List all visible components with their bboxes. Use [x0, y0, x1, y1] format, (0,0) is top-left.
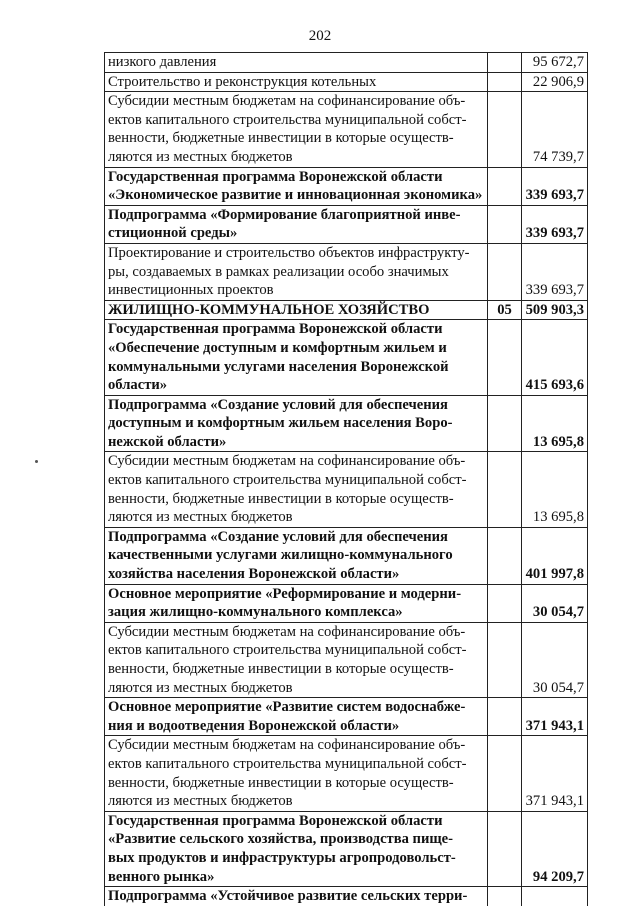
- row-amount: 95 672,7: [522, 53, 588, 73]
- row-name-line: области»: [108, 377, 168, 394]
- table-row: [105, 395, 588, 452]
- row-name-cell: [105, 320, 488, 395]
- page-number: 202: [308, 28, 332, 44]
- row-name-line: Подпрограмма «Создание условий для обеспечения: [108, 528, 448, 545]
- row-section-code: [488, 92, 522, 167]
- row-name-line: ляются из местных бюджетов: [108, 509, 293, 526]
- row-amount: 371 943,1: [522, 736, 588, 811]
- row-name-cell: [105, 698, 488, 736]
- row-amount: 94 209,7: [522, 811, 588, 886]
- row-amount: 339 693,7: [522, 205, 588, 243]
- row-section-code: [488, 698, 522, 736]
- row-name-line: венности, бюджетные инвестиции в которые осуществ-: [108, 661, 454, 677]
- row-amount: 74 739,7: [522, 92, 588, 167]
- row-name-cell: [105, 811, 488, 886]
- row-amount: 401 997,8: [522, 527, 588, 584]
- row-amount: 22 906,9: [522, 72, 588, 92]
- scan-speck: [35, 460, 38, 463]
- row-name-line: Субсидии местным бюджетам на софинансирование объ-: [108, 737, 466, 754]
- table-row: [105, 452, 588, 527]
- row-amount: 30 054,7: [522, 622, 588, 697]
- row-name-line: зация жилищно-коммунального комплекса»: [108, 604, 403, 621]
- row-section-code: [488, 736, 522, 811]
- table-row: [105, 243, 588, 300]
- row-section-code: [488, 167, 522, 205]
- row-name-line: Государственная программа Воронежской области: [108, 168, 443, 185]
- row-name-line: низкого давления: [108, 54, 217, 70]
- row-section-code: [488, 527, 522, 584]
- row-name-line: венности, бюджетные инвестиции в которые осуществ-: [108, 774, 454, 791]
- row-name-line: Субсидии местным бюджетам на софинансирование объ-: [108, 453, 466, 470]
- row-name-cell: [105, 167, 488, 205]
- row-name-line: ектов капитального строительства муниципальной собст-: [108, 642, 467, 659]
- table-row: [105, 887, 588, 906]
- row-section-code: [488, 205, 522, 243]
- row-amount: 30 054,7: [522, 584, 588, 622]
- row-name-line: «Развитие сельского хозяйства, производства пище-: [108, 831, 454, 848]
- row-section-code: [488, 395, 522, 452]
- row-name-line: ляются из местных бюджетов: [108, 148, 293, 165]
- row-name-line: ектов капитального строительства муниципальной собст-: [108, 755, 467, 772]
- table-row: [105, 527, 588, 584]
- row-name-line: венного рынка»: [108, 868, 215, 885]
- row-section-code: [488, 72, 522, 92]
- row-name-line: Подпрограмма «Создание условий для обеспечения: [108, 396, 448, 413]
- row-name-line: Подпрограмма «Устойчивое развитие сельских терри-: [108, 888, 468, 905]
- table-row: [105, 72, 588, 92]
- row-name-cell: [105, 736, 488, 811]
- row-name-cell: [105, 72, 488, 92]
- table-row: [105, 320, 588, 395]
- table-row: [105, 205, 588, 243]
- row-name-line: Субсидии местным бюджетам на софинансирование объ-: [108, 623, 466, 640]
- row-name-cell: [105, 584, 488, 622]
- row-section-code: [488, 320, 522, 395]
- row-section-code: [488, 243, 522, 300]
- row-name-cell: [105, 527, 488, 584]
- row-name-line: коммунальными услугами населения Воронежской: [108, 358, 449, 375]
- row-name-cell: [105, 300, 488, 320]
- row-name-line: Государственная программа Воронежской области: [108, 812, 443, 829]
- row-section-code: 05: [488, 300, 522, 320]
- budget-rows: [105, 53, 588, 906]
- row-name-cell: [105, 622, 488, 697]
- table-row: [105, 736, 588, 811]
- row-name-cell: [105, 53, 488, 73]
- row-name-line: ЖИЛИЩНО-КОММУНАЛЬНОЕ ХОЗЯЙСТВО: [108, 301, 430, 318]
- table-row: [105, 811, 588, 886]
- table-row: [105, 300, 588, 320]
- row-name-cell: [105, 395, 488, 452]
- row-name-cell: [105, 205, 488, 243]
- row-section-code: [488, 584, 522, 622]
- row-name-line: Основное мероприятие «Реформирование и модерни-: [108, 585, 462, 602]
- row-name-line: Субсидии местным бюджетам на софинансирование объ-: [108, 93, 466, 110]
- table-row: [105, 92, 588, 167]
- row-name-line: вых продуктов и инфраструктуры агропродовольст-: [108, 849, 456, 866]
- row-name-line: ры, создаваемых в рамках реализации особо значимых: [108, 263, 449, 280]
- row-name-cell: [105, 452, 488, 527]
- row-amount: 371 943,1: [522, 698, 588, 736]
- row-name-line: ляются из местных бюджетов: [108, 793, 293, 810]
- table-row: [105, 698, 588, 736]
- row-name-line: Основное мероприятие «Развитие систем водоснабже-: [108, 699, 466, 716]
- row-amount: 13 695,8: [522, 452, 588, 527]
- row-name-line: венности, бюджетные инвестиции в которые осуществ-: [108, 130, 454, 147]
- row-name-line: ектов капитального строительства муниципальной собст-: [108, 472, 467, 489]
- row-name-line: ляются из местных бюджетов: [108, 679, 293, 696]
- row-name-line: ектов капитального строительства муниципальной собст-: [108, 111, 467, 128]
- table-row: [105, 622, 588, 697]
- row-name-line: хозяйства населения Воронежской области»: [108, 566, 400, 583]
- row-name-line: нежской области»: [108, 433, 227, 450]
- row-name-cell: [105, 92, 488, 167]
- row-amount: 339 693,7: [522, 167, 588, 205]
- row-name-line: качественными услугами жилищно-коммунального: [108, 547, 453, 564]
- row-name-line: ния и водоотведения Воронежской области»: [108, 717, 400, 734]
- row-name-line: «Экономическое развитие и инновационная экономика»: [108, 187, 483, 204]
- row-amount: 13 695,8: [522, 395, 588, 452]
- row-name-line: стиционной среды»: [108, 225, 238, 242]
- table-row: [105, 584, 588, 622]
- row-name-cell: [105, 243, 488, 300]
- row-section-code: [488, 811, 522, 886]
- row-amount: 509 903,3: [522, 300, 588, 320]
- row-section-code: [488, 452, 522, 527]
- row-name-line: Государственная программа Воронежской области: [108, 321, 443, 338]
- row-amount: 339 693,7: [522, 243, 588, 300]
- row-name-line: Подпрограмма «Формирование благоприятной инве-: [108, 206, 461, 223]
- row-name-cell: [105, 887, 488, 906]
- table-row: [105, 167, 588, 205]
- row-name-line: Проектирование и строительство объектов инфраструкту-: [108, 244, 470, 261]
- table-row: [105, 53, 588, 73]
- row-amount: [522, 887, 588, 906]
- row-name-line: «Обеспечение доступным и комфортным жильем и: [108, 339, 447, 356]
- row-section-code: [488, 622, 522, 697]
- row-section-code: [488, 887, 522, 906]
- row-name-line: Строительство и реконструкция котельных: [108, 73, 377, 90]
- row-amount: 415 693,6: [522, 320, 588, 395]
- row-section-code: [488, 53, 522, 73]
- row-name-line: доступным и комфортным жильем населения Воро-: [108, 415, 453, 432]
- budget-table: [104, 52, 588, 906]
- row-name-line: инвестиционных проектов: [108, 282, 274, 299]
- row-name-line: венности, бюджетные инвестиции в которые осуществ-: [108, 490, 454, 507]
